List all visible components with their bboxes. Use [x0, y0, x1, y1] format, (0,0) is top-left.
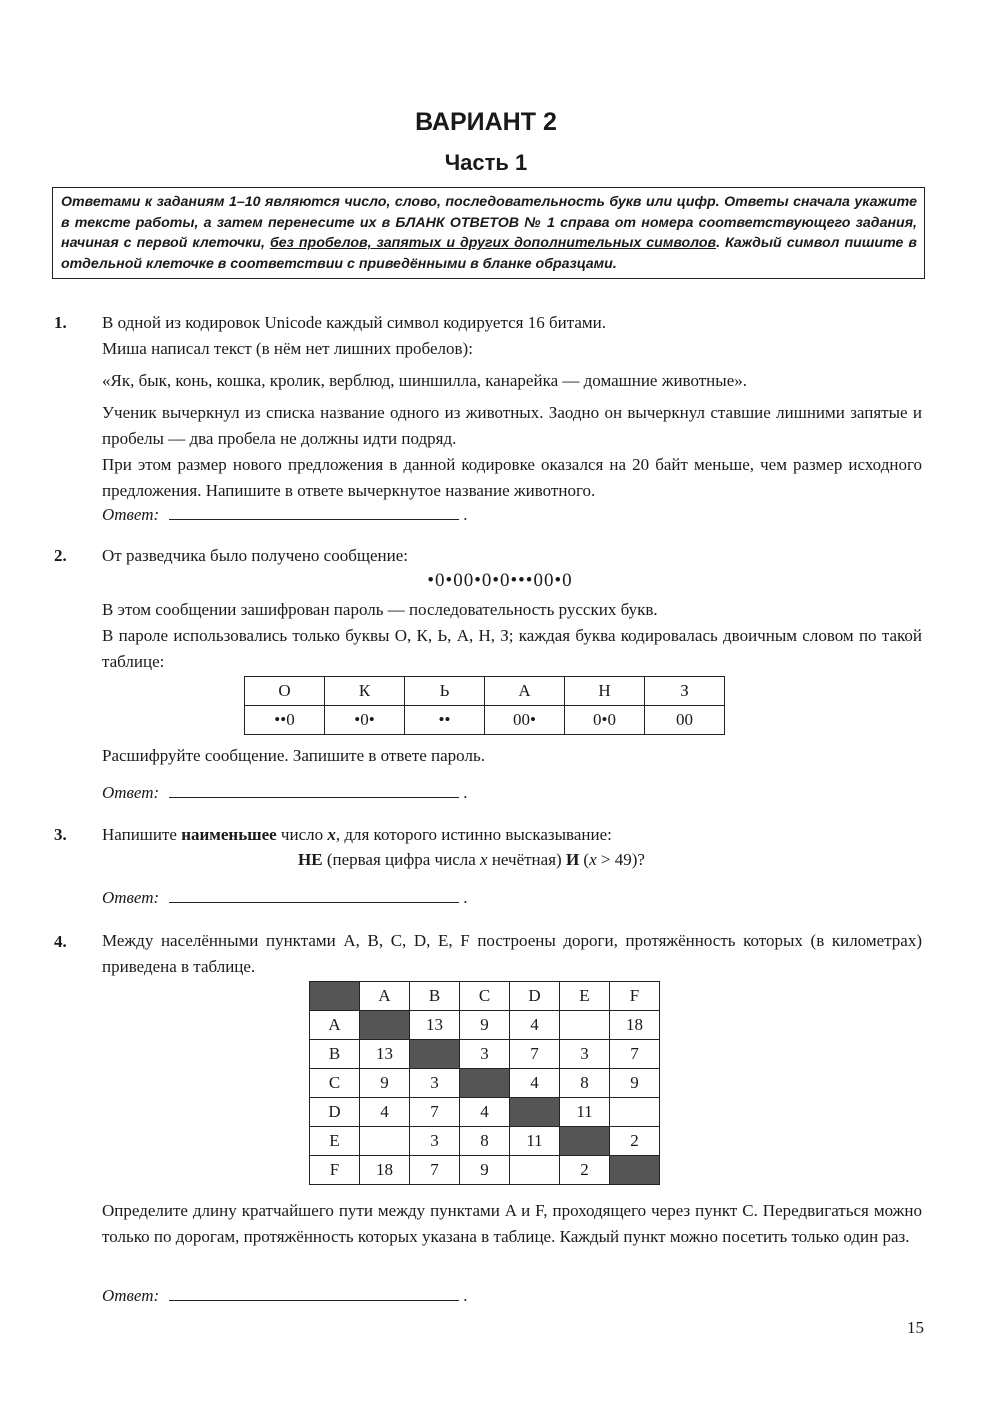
- row-header: C: [310, 1069, 360, 1098]
- code-letter: К: [325, 677, 405, 706]
- distance-cell: 4: [360, 1098, 410, 1127]
- distance-cell: 7: [610, 1040, 660, 1069]
- distance-cell: [560, 1011, 610, 1040]
- code-table: [244, 676, 725, 735]
- task2-number: 2.: [54, 546, 67, 565]
- task3-cond-and: И: [565, 850, 580, 869]
- col-header: B: [410, 982, 460, 1011]
- code-value: 0•0: [565, 706, 645, 735]
- distance-cell: 4: [510, 1011, 560, 1040]
- code-value: 00•: [485, 706, 565, 735]
- distance-table: [309, 981, 660, 1185]
- task2-body: [102, 597, 922, 675]
- distance-row: [310, 1127, 660, 1156]
- distance-cell: 2: [610, 1127, 660, 1156]
- distance-cell: 11: [560, 1098, 610, 1127]
- task3-answer-field[interactable]: [169, 886, 459, 903]
- row-header: A: [310, 1011, 360, 1040]
- col-header: E: [560, 982, 610, 1011]
- distance-cell: [510, 1156, 560, 1185]
- task4-number: 4.: [54, 932, 67, 951]
- diagonal-cell: [410, 1040, 460, 1069]
- task1-answer-field[interactable]: [169, 503, 459, 520]
- distance-cell: 7: [510, 1040, 560, 1069]
- code-table-letters-row: [245, 677, 725, 706]
- distance-cell: 13: [410, 1011, 460, 1040]
- instructions-text-b: . Каждый символ пишите в отдельной клеточке в соответствии с приведёнными в бланке образцами.: [61, 235, 917, 272]
- instructions-text-underlined: без пробелов, запятых и других дополнительных символов: [269, 235, 717, 251]
- distance-cell: [610, 1098, 660, 1127]
- distance-row: [310, 1040, 660, 1069]
- distance-header-row: [310, 982, 660, 1011]
- task3-bold: наименьшее: [181, 825, 277, 844]
- col-header: C: [460, 982, 510, 1011]
- row-header: D: [310, 1098, 360, 1127]
- task4-answer-label: Ответ:: [102, 1286, 160, 1305]
- distance-cell: 4: [460, 1098, 510, 1127]
- task3-answer-end: .: [463, 888, 468, 907]
- task2-line4: Расшифруйте сообщение. Запишите в ответе пароль.: [102, 746, 485, 765]
- diagonal-cell: [460, 1069, 510, 1098]
- instructions-box: [52, 187, 925, 279]
- code-letter: А: [485, 677, 565, 706]
- code-value: ••0: [245, 706, 325, 735]
- row-header: F: [310, 1156, 360, 1185]
- code-letter: Н: [565, 677, 645, 706]
- task4-answer: [102, 1284, 467, 1306]
- distance-row: [310, 1156, 660, 1185]
- col-header: F: [610, 982, 660, 1011]
- code-letter: З: [645, 677, 725, 706]
- task1-quote: «Як, бык, конь, кошка, кролик, верблюд, шиншилла, канарейка — домашние животные».: [102, 371, 747, 390]
- code-letter: О: [245, 677, 325, 706]
- task4-line1: Между населёнными пунктами A, B, C, D, E, F построены дороги, протяжённость которых (в километрах) приведена в таблице.: [102, 931, 922, 976]
- page-number: 15: [907, 1318, 924, 1337]
- task3-cond-text2: нечётная): [487, 850, 566, 869]
- variant-title: ВАРИАНТ 2: [415, 108, 557, 136]
- task2-answer-field[interactable]: [169, 781, 459, 798]
- code-value: ••: [405, 706, 485, 735]
- task3-cond-open: (: [579, 850, 590, 869]
- distance-row: [310, 1011, 660, 1040]
- task3-condition: [298, 850, 645, 870]
- diagonal-cell: [360, 1011, 410, 1040]
- task1-para1: Ученик вычеркнул из списка название одного из животных. Заодно он вычеркнул ставшие лишними запятые и пробелы — два пробела не должны идти подряд.: [102, 403, 922, 448]
- distance-cell: 3: [460, 1040, 510, 1069]
- task1-line2: Миша написал текст (в нём нет лишних пробелов):: [102, 339, 473, 358]
- task4-answer-end: .: [463, 1286, 468, 1305]
- task2-answer: [102, 781, 467, 803]
- distance-cell: 9: [360, 1069, 410, 1098]
- task3-cond-var: x: [480, 850, 488, 869]
- task1-answer-label: Ответ:: [102, 505, 160, 524]
- task1-body: [102, 310, 922, 504]
- distance-cell: [360, 1127, 410, 1156]
- distance-cell: 3: [410, 1069, 460, 1098]
- distance-cell: 18: [610, 1011, 660, 1040]
- code-letter: Ь: [405, 677, 485, 706]
- code-value: •0•: [325, 706, 405, 735]
- task3-cond-var2: x: [589, 850, 597, 869]
- corner-cell: [310, 982, 360, 1011]
- task2-line2: В этом сообщении зашифрован пароль — последовательность русских букв.: [102, 600, 658, 619]
- distance-cell: 3: [410, 1127, 460, 1156]
- distance-row: [310, 1098, 660, 1127]
- task4-answer-field[interactable]: [169, 1284, 459, 1301]
- distance-cell: 8: [460, 1127, 510, 1156]
- task3-var: x: [327, 825, 336, 844]
- row-header: E: [310, 1127, 360, 1156]
- part-title: Часть 1: [444, 150, 528, 175]
- task3-pre: Напишите: [102, 825, 182, 844]
- task2-message: •0•00•0•0•••00•0: [427, 570, 573, 591]
- task1-line1: В одной из кодировок Unicode каждый символ кодируется 16 битами.: [102, 313, 606, 332]
- task3-mid: число: [276, 825, 328, 844]
- distance-cell: 9: [460, 1011, 510, 1040]
- distance-cell: 13: [360, 1040, 410, 1069]
- task1-para2: При этом размер нового предложения в данной кодировке оказался на 20 байт меньше, чем размер исходного предложения. Напишите в ответе вычеркнутое название животного.: [102, 455, 922, 500]
- task3-answer: [102, 886, 467, 908]
- distance-cell: 9: [610, 1069, 660, 1098]
- col-header: D: [510, 982, 560, 1011]
- distance-cell: 8: [560, 1069, 610, 1098]
- task1-number: 1.: [54, 313, 67, 332]
- task3-cond-ne: НЕ: [298, 850, 323, 869]
- task3-line1: [102, 822, 922, 848]
- task1-answer: [102, 503, 467, 525]
- task2-answer-end: .: [463, 783, 468, 802]
- distance-cell: 7: [410, 1156, 460, 1185]
- task3-answer-label: Ответ:: [102, 888, 160, 907]
- distance-cell: 4: [510, 1069, 560, 1098]
- task2-line1: От разведчика было получено сообщение:: [102, 546, 408, 565]
- code-value: 00: [645, 706, 725, 735]
- distance-cell: 3: [560, 1040, 610, 1069]
- task1-answer-end: .: [463, 505, 468, 524]
- distance-cell: 7: [410, 1098, 460, 1127]
- task2-line3: В пароле использовались только буквы О, К, Ь, А, Н, З; каждая буква кодировалась двоичным словом по такой таблице:: [102, 626, 922, 671]
- task3-post: , для которого истинно высказывание:: [335, 825, 612, 844]
- col-header: A: [360, 982, 410, 1011]
- task3-cond-tail: > 49)?: [596, 850, 645, 869]
- task3-cond-text: (первая цифра числа: [322, 850, 481, 869]
- distance-cell: 9: [460, 1156, 510, 1185]
- task4-para: Определите длину кратчайшего пути между пунктами A и F, проходящего через пункт C. Передвигаться можно только по дорогам, протяжённость которых указана в таблице. Каждый пункт можно посетить только один раз.: [102, 1201, 922, 1246]
- distance-cell: 2: [560, 1156, 610, 1185]
- task3-number: 3.: [54, 825, 67, 844]
- task2-answer-label: Ответ:: [102, 783, 160, 802]
- diagonal-cell: [560, 1127, 610, 1156]
- distance-cell: 11: [510, 1127, 560, 1156]
- diagonal-cell: [610, 1156, 660, 1185]
- row-header: B: [310, 1040, 360, 1069]
- instructions-text-a: Ответами к заданиям 1–10 являются число, слово, последовательность букв или цифр. Ответы сначала укажите в тексте работы, а затем перенесите их в БЛАНК ОТВЕТОВ № 1 справа от номера соответствующего задания, начиная с первой клеточки,: [61, 194, 917, 251]
- distance-cell: 18: [360, 1156, 410, 1185]
- diagonal-cell: [510, 1098, 560, 1127]
- distance-row: [310, 1069, 660, 1098]
- code-table-codes-row: [245, 706, 725, 735]
